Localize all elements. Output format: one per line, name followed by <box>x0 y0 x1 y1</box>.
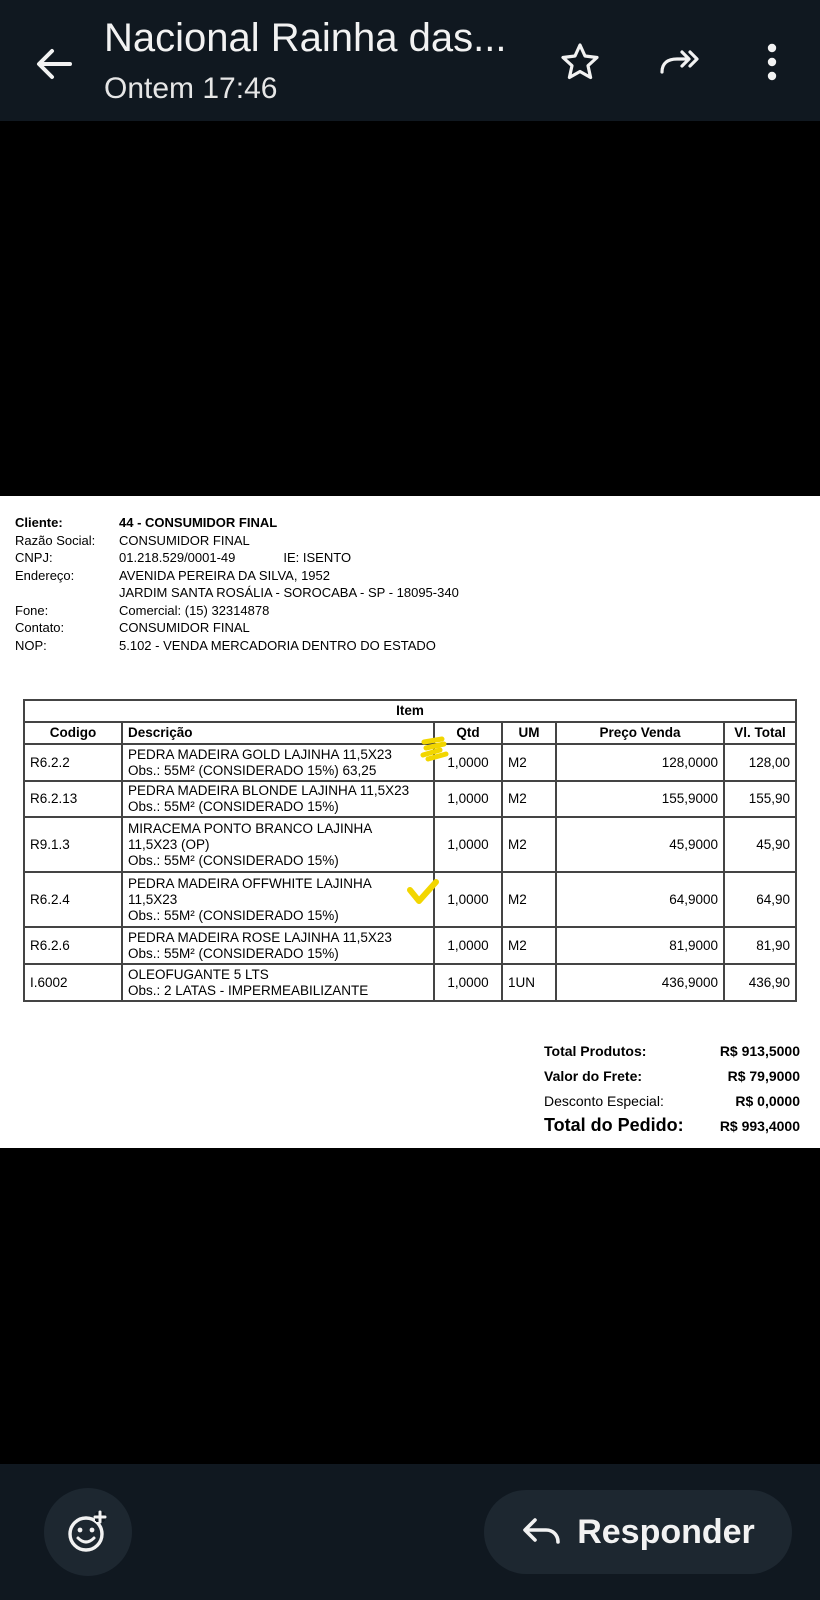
cell-descricao: PEDRA MADEIRA ROSE LAJINHA 11,5X23 Obs.: 55M² (CONSIDERADO 15%) <box>122 927 434 964</box>
total-pedido-value: R$ 993,4000 <box>719 1117 800 1134</box>
total-pedido-label: Total do Pedido: <box>544 1115 684 1135</box>
more-vert-icon[interactable] <box>752 40 792 84</box>
cell-codigo: R6.2.2 <box>24 744 122 781</box>
cell-preco: 81,9000 <box>556 927 724 964</box>
emoji-reaction-button[interactable] <box>44 1488 132 1576</box>
cell-descricao: PEDRA MADEIRA GOLD LAJINHA 11,5X23 Obs.: 55M² (CONSIDERADO 15%) 63,25 <box>122 744 434 781</box>
cell-codigo: R6.2.13 <box>24 781 122 817</box>
total-produtos-value: R$ 913,5000 <box>719 1042 800 1059</box>
fone-value: Comercial: (15) 32314878 <box>119 602 270 618</box>
table-row <box>24 927 796 964</box>
top-app-bar <box>0 0 820 121</box>
cliente-label: Cliente: <box>15 515 63 530</box>
table-row <box>24 781 796 817</box>
cell-um: M2 <box>502 872 556 927</box>
cell-qtd: 1,0000 <box>434 744 502 781</box>
header-total: Vl. Total <box>724 722 796 744</box>
header-preco: Preço Venda <box>556 722 724 744</box>
cell-um: 1UN <box>502 964 556 1001</box>
cell-total: 81,90 <box>724 927 796 964</box>
cell-total: 45,90 <box>724 817 796 872</box>
ie-value: IE: ISENTO <box>283 550 352 565</box>
total-produtos-label: Total Produtos: <box>544 1042 647 1059</box>
cell-codigo: R9.1.3 <box>24 817 122 872</box>
cell-descricao: MIRACEMA PONTO BRANCO LAJINHA 11,5X23 (OP) Obs.: 55M² (CONSIDERADO 15%) <box>122 817 434 872</box>
endereco-line2: JARDIM SANTA ROSÁLIA - SOROCABA - SP - 18095-340 <box>119 585 459 600</box>
emoji-add-icon <box>44 1488 132 1576</box>
cell-codigo: I.6002 <box>24 964 122 1001</box>
chat-title: Nacional Rainha das... <box>104 16 507 60</box>
table-row <box>24 964 796 1001</box>
desconto-label: Desconto Especial: <box>544 1092 664 1109</box>
header-codigo: Codigo <box>24 722 122 744</box>
endereco-line1: AVENIDA PEREIRA DA SILVA, 1952 <box>119 567 330 583</box>
cell-um: M2 <box>502 781 556 817</box>
item-group-header: Item <box>24 700 796 722</box>
cell-total: 436,90 <box>724 964 796 1001</box>
razao-value: CONSUMIDOR FINAL <box>119 532 250 548</box>
header-descricao: Descrição <box>122 722 434 744</box>
order-document-image[interactable] <box>0 496 820 1148</box>
check-mark <box>406 878 440 906</box>
reply-label: Responder <box>577 1512 755 1551</box>
cell-um: M2 <box>502 744 556 781</box>
contato-label: Contato: <box>15 620 65 635</box>
header-qtd: Qtd <box>434 722 502 744</box>
cell-descricao: PEDRA MADEIRA OFFWHITE LAJINHA 11,5X23 Obs.: 55M² (CONSIDERADO 15%) <box>122 872 434 927</box>
star-icon[interactable] <box>558 40 602 84</box>
items-table <box>23 699 797 1002</box>
frete-value: R$ 79,9000 <box>727 1067 800 1084</box>
cell-total: 155,90 <box>724 781 796 817</box>
cnpj-value: 01.218.529/0001-49 <box>119 550 236 565</box>
cell-qtd: 1,0000 <box>434 872 502 927</box>
cell-codigo: R6.2.6 <box>24 927 122 964</box>
desconto-value: R$ 0,0000 <box>735 1092 800 1109</box>
nop-value: 5.102 - VENDA MERCADORIA DENTRO DO ESTADO <box>119 637 436 653</box>
fone-label: Fone: <box>15 602 49 618</box>
cell-total: 128,00 <box>724 744 796 781</box>
cell-qtd: 1,0000 <box>434 927 502 964</box>
customer-info <box>15 514 459 654</box>
endereco-label: Endereço: <box>15 567 75 583</box>
cell-um: M2 <box>502 927 556 964</box>
cell-um: M2 <box>502 817 556 872</box>
cell-qtd: 1,0000 <box>434 964 502 1001</box>
cell-preco: 64,9000 <box>556 872 724 927</box>
cell-descricao: PEDRA MADEIRA BLONDE LAJINHA 11,5X23 Obs.: 55M² (CONSIDERADO 15%) <box>122 781 434 817</box>
order-totals <box>544 1038 800 1138</box>
cell-preco: 128,0000 <box>556 744 724 781</box>
table-row <box>24 744 796 781</box>
cnpj-label: CNPJ: <box>15 550 53 565</box>
cell-total: 64,90 <box>724 872 796 927</box>
cliente-value: 44 - CONSUMIDOR FINAL <box>119 515 278 530</box>
back-arrow-icon[interactable] <box>30 40 78 88</box>
reply-icon <box>521 1514 563 1550</box>
cell-qtd: 1,0000 <box>434 817 502 872</box>
cell-preco: 45,9000 <box>556 817 724 872</box>
contato-value: CONSUMIDOR FINAL <box>119 620 250 635</box>
cell-preco: 155,9000 <box>556 781 724 817</box>
frete-label: Valor do Frete: <box>544 1067 643 1084</box>
reply-button[interactable] <box>484 1490 792 1574</box>
nop-label: NOP: <box>15 637 47 653</box>
cell-qtd: 1,0000 <box>434 781 502 817</box>
message-timestamp: Ontem 17:46 <box>104 72 278 105</box>
highlight-mark <box>420 736 450 762</box>
table-row <box>24 817 796 872</box>
cell-descricao: OLEOFUGANTE 5 LTS Obs.: 2 LATAS - IMPERMEABILIZANTE <box>122 964 434 1001</box>
header-um: UM <box>502 722 556 744</box>
cell-codigo: R6.2.4 <box>24 872 122 927</box>
forward-icon[interactable] <box>658 40 702 84</box>
cell-preco: 436,9000 <box>556 964 724 1001</box>
razao-label: Razão Social: <box>15 532 96 548</box>
